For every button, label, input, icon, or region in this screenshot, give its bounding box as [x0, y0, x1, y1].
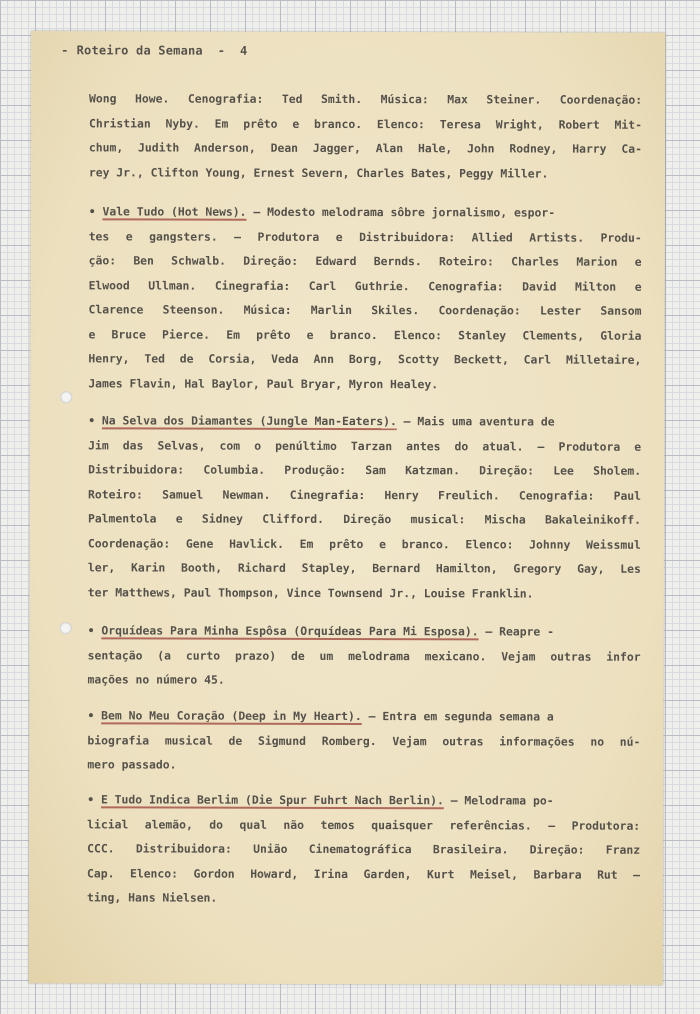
text-line: Coordenação: Gene Havlick. Em prêto e branco. Elenco: Johnny Weissmul — [87, 535, 641, 552]
text-line: ção: Ben Schwalb. Direção: Edward Bernds. Roteiro: Charles Marion e — [88, 253, 642, 269]
text-line: Jim das Selvas, com o penúltimo Tarzan antes do atual. — Produtora e — [88, 437, 642, 454]
text-line: — Entra em segunda semana a — [361, 709, 554, 724]
text-line: Wong Howe. Cenografia: Ted Smith. Música: Max Steiner. Coordenação: — [89, 91, 643, 107]
header-separator: - — [217, 43, 226, 58]
text-line: Elwood Ullman. Cinegrafia: Carl Guthrie. Cenografia: David Milton e — [88, 277, 642, 294]
page-number: 4 — [239, 43, 248, 58]
film-title: Bem No Meu Coração (Deep in My Heart). — [101, 708, 362, 724]
film-entry-vale-tudo: • Vale Tudo (Hot News). — Modesto melodrama sôbre jornalismo, espor- tes e gangsters. — Produtora e Distribuidora: Allied Artists. Produ- ção: Ben Schwalb. Direção: Edward Bernds. Roteiro: Charles Marion e Elwood Ullman. Cinegrafia: Carl Guthrie. Cenografia: David Milton e Clarence Steenson. Música: Marlin Skiles. Coordenação: Lester Sansom e Bruce Pierce. Em prêto e branco. Elenco: Stanley Clements, Gloria Henry, Ted de Corsia, Veda Ann Borg, Scotty Beckett, Carl Milletaire, James Flavin, Hal Baylor, Paul Bryar, Myron Healey. — [88, 199, 642, 396]
text-line: mero passado. — [87, 757, 177, 772]
text-line: Roteiro: Samuel Newman. Cinegrafia: Henry Freulich. Cenografia: Paul — [88, 486, 642, 503]
text-line: Distribuidora: Columbia. Produção: Sam Katzman. Direção: Lee Sholem. — [88, 462, 642, 478]
text-line: chum, Judith Anderson, Dean Jagger, Alan Hale, John Rodney, Harry Ca- — [88, 140, 642, 156]
film-title: Orquídeas Para Minha Espôsa (Orquídeas Para Mi Esposa). — [101, 623, 479, 639]
text-line: Cap. Elenco: Gordon Howard, Irina Garden, Kurt Meisel, Barbara Rut — — [87, 865, 641, 882]
text-line: — Melodrama po- — [443, 793, 554, 808]
text-line: CCC. Distribuidora: União Cinematográfica Brasileira. Direção: Franz — [87, 841, 641, 857]
text-line: e Bruce Pierce. Em prêto e branco. Elenco: Stanley Clements, Gloria — [88, 326, 642, 343]
text-line: biografia musical de Sigmund Romberg. Vejam outras informações no nú- — [87, 732, 641, 749]
text-line: ler, Karin Booth, Richard Stapley, Bernard Hamilton, Gregory Gay, Les — [87, 560, 641, 576]
text-line: ting, Hans Nielsen. — [86, 890, 218, 905]
page-header — [61, 43, 248, 58]
punch-hole — [60, 391, 72, 403]
text-line: licial alemão, do qual não temos quaisquer referências. — Produtora: — [87, 816, 641, 833]
film-title: Vale Tudo (Hot News). — [102, 204, 247, 219]
text-line: Christian Nyby. Em prêto e branco. Elenco: Teresa Wright, Robert Mit- — [88, 115, 643, 132]
text-line: — Modesto melodrama sôbre jornalismo, espor- — [246, 204, 556, 220]
text-line: — Mais uma aventura de — [396, 414, 555, 429]
text-line: Clarence Steenson. Música: Marlin Skiles. Coordenação: Lester Sansom — [88, 302, 642, 318]
text-line: sentação (a curto prazo) de um melodrama mexicano. Vejam outras infor — [87, 647, 641, 664]
typewritten-page — [29, 31, 665, 985]
film-entry-e-tudo-indica-berlim: • E Tudo Indica Berlim (Die Spur Fuhrt Nach Berlin). — Melodrama po- licial alemão, do qual não temos quaisquer referências. — Produtora: CCC. Distribuidora: União Cinematográfica Brasileira. Direção: Franz Cap. Elenco: Gordon Howard, Irina Garden, Kurt Meisel, Barbara Rut — ting, Hans Nielsen. — [87, 787, 640, 911]
text-line: rey Jr., Clifton Young, Ernest Severn, Charles Bates, Peggy Miller. — [88, 164, 549, 181]
text-line: mações no número 45. — [87, 672, 225, 687]
text-line: Palmentola e Sidney Clifford. Direção musical: Mischa Bakaleinikoff. — [87, 511, 641, 527]
film-entry-orquideas: • Orquídeas Para Minha Espôsa (Orquídeas Para Mi Esposa). — Reapre - sentação (a curto prazo) de um melodrama mexicano. Vejam outras infor mações no número 45. — [88, 618, 641, 693]
header-title: Roteiro da Semana — [76, 43, 203, 58]
film-entry-na-selva-dos-diamantes: • Na Selva dos Diamantes (Jungle Man-Eaters). — Mais uma aventura de Jim das Selvas, com o penúltimo Tarzan antes do atual. — Produtora e Distribuidora: Columbia. Produção: Sam Katzman. Direção: Lee Sholem. Roteiro: Samuel Newman. Cinegrafia: Henry Freulich. Cenografia: Paul Palmentola e Sidney Clifford. Direção musical: Mischa Bakaleinikoff. Coordenação: Gene Havlick. Em prêto e branco. Elenco: Johnny Weissmul ler, Karin Booth, Richard Stapley, Bernard Hamilton, Gregory Gay, Les ter Matthews, Paul Thompson, Vince Townsend Jr., Louise Franklin. — [88, 408, 642, 605]
film-title: E Tudo Indica Berlim (Die Spur Fuhrt Nach Berlin). — [100, 792, 444, 808]
header-mark: - — [61, 43, 69, 58]
film-entry-bem-no-meu-coracao: • Bem No Meu Coração (Deep in My Heart). — Entra em segunda semana a biografia musical de Sigmund Romberg. Vejam outras informações no nú- mero passado. — [87, 703, 640, 778]
film-title: Na Selva dos Diamantes (Jungle Man-Eaters). — [101, 413, 397, 429]
text-line: — Reapre - — [478, 624, 555, 639]
text-line: tes e gangsters. — Produtora e Distribuidora: Allied Artists. Produ- — [88, 228, 642, 245]
text-line: ter Matthews, Paul Thompson, Vince Townsend Jr., Louise Franklin. — [87, 584, 534, 600]
text-line: James Flavin, Hal Baylor, Paul Bryar, Myron Healey. — [88, 375, 439, 391]
paragraph-continuation — [89, 86, 642, 185]
punch-hole — [60, 622, 72, 634]
text-line: Henry, Ted de Corsia, Veda Ann Borg, Scotty Beckett, Carl Milletaire, — [88, 351, 642, 367]
